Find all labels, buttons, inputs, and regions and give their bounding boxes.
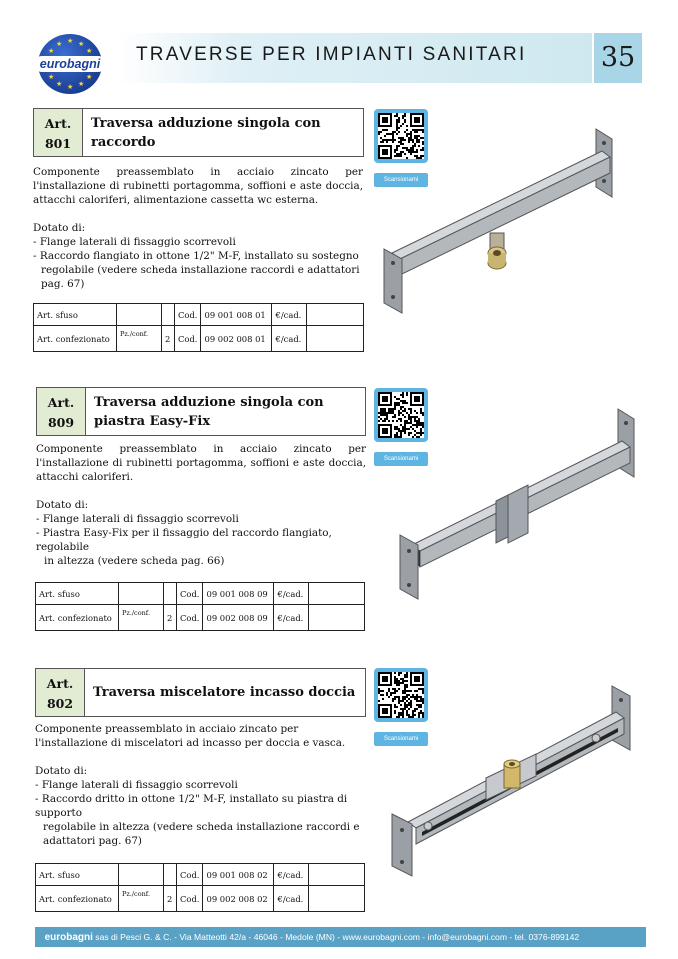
price-cell bbox=[307, 304, 364, 326]
art-number: 802 bbox=[46, 696, 74, 711]
feature-item: - Flange laterali di fissaggio scorrevoli bbox=[36, 513, 239, 525]
cod-label: Cod. bbox=[175, 326, 201, 352]
row-label: Art. confezionato bbox=[36, 605, 119, 631]
article-number-box bbox=[33, 108, 83, 157]
row-label: Art. confezionato bbox=[34, 326, 117, 352]
product-image-traverse-809 bbox=[396, 405, 640, 600]
spec-table bbox=[33, 303, 364, 352]
pz-label: Pz./conf. bbox=[119, 605, 164, 631]
article-title: Traversa adduzione singola con raccordo bbox=[83, 108, 364, 157]
page-title: TRAVERSE PER IMPIANTI SANITARI bbox=[136, 44, 527, 65]
logo-text: eurobagni bbox=[34, 56, 106, 72]
row-label: Art. confezionato bbox=[36, 886, 119, 912]
footer-brand: eurobagni bbox=[44, 932, 93, 943]
pz-label bbox=[119, 583, 164, 605]
product-image-traverse-801 bbox=[380, 125, 620, 320]
qty: 2 bbox=[164, 605, 177, 631]
unit: €/cad. bbox=[274, 605, 309, 631]
qty: 2 bbox=[162, 326, 175, 352]
pz-label: Pz./conf. bbox=[117, 326, 162, 352]
page-number: 35 bbox=[594, 33, 642, 83]
article-number-box bbox=[36, 387, 86, 436]
table-row bbox=[36, 864, 365, 886]
art-label: Art. bbox=[47, 395, 75, 410]
eurobagni-logo: ★ ★ ★ ★ ★ ★ ★ ★ ★ ★ eurobagni bbox=[38, 34, 102, 94]
row-label: Art. sfuso bbox=[36, 583, 119, 605]
unit: €/cad. bbox=[274, 886, 309, 912]
article-code: 09 002 008 02 bbox=[203, 886, 274, 912]
article-code: 09 002 008 09 bbox=[203, 605, 274, 631]
description-text: Componente preassemblato in acciaio zincato per l'installazione di rubinetti portagomma, soffioni e aste doccia, attacchi caloriferi, alimentazione cassetta wc esterna. bbox=[33, 166, 363, 206]
feature-item: regolabile (vedere scheda installazione raccordi e adattatori pag. 67) bbox=[41, 264, 360, 290]
article-description bbox=[36, 442, 366, 568]
features-title: Dotato di: bbox=[35, 765, 88, 777]
spec-table bbox=[35, 582, 365, 631]
feature-item: in altezza (vedere scheda pag. 66) bbox=[44, 555, 225, 567]
spec-table bbox=[35, 863, 365, 912]
article-description bbox=[33, 165, 363, 291]
table-row bbox=[36, 583, 365, 605]
price-cell bbox=[309, 864, 365, 886]
description-text: Componente preassemblato in acciaio zincato per l'installazione di rubinetti portagomma, soffioni e aste doccia, attacchi caloriferi. bbox=[36, 443, 366, 483]
cod-label: Cod. bbox=[177, 605, 203, 631]
article-number-box bbox=[35, 668, 85, 717]
feature-item: - Raccordo dritto in ottone 1/2" M-F, installato su piastra di supporto bbox=[35, 793, 348, 819]
qty bbox=[164, 583, 177, 605]
unit: €/cad. bbox=[274, 583, 309, 605]
scan-button[interactable]: Scansionami bbox=[374, 732, 428, 746]
article-code: 09 001 008 09 bbox=[203, 583, 274, 605]
unit: €/cad. bbox=[272, 326, 307, 352]
features-title: Dotato di: bbox=[36, 499, 89, 511]
art-label: Art. bbox=[44, 116, 72, 131]
pz-label bbox=[117, 304, 162, 326]
scan-button[interactable]: Scansionami bbox=[374, 452, 428, 466]
price-cell bbox=[309, 583, 365, 605]
feature-item: adattatori pag. 67) bbox=[43, 835, 142, 847]
art-number: 809 bbox=[47, 415, 75, 430]
feature-item: - Flange laterali di fissaggio scorrevoli bbox=[33, 236, 236, 248]
unit: €/cad. bbox=[272, 304, 307, 326]
row-label: Art. sfuso bbox=[34, 304, 117, 326]
table-row bbox=[36, 886, 365, 912]
scan-button[interactable]: Scansionami bbox=[374, 173, 428, 187]
qty: 2 bbox=[164, 886, 177, 912]
cod-label: Cod. bbox=[177, 583, 203, 605]
unit: €/cad. bbox=[274, 864, 309, 886]
feature-item: - Piastra Easy-Fix per il fissaggio del raccordo flangiato, regolabile bbox=[36, 527, 332, 553]
feature-item: regolabile in altezza (vedere scheda installazione raccordi e bbox=[43, 821, 360, 833]
description-text: Componente preassemblato in acciaio zincato per l'installazione di miscelatori ad incasso per doccia e vasca. bbox=[35, 723, 346, 749]
pz-label: Pz./conf. bbox=[119, 886, 164, 912]
footer-text: sas di Pesci G. & C. - Via Matteotti 42/a - 46046 - Medole (MN) - www.eurobagni.com - info@eurobagni.com - tel. 0376-899142 bbox=[95, 932, 580, 942]
article-code: 09 001 008 02 bbox=[203, 864, 274, 886]
feature-item: - Flange laterali di fissaggio scorrevoli bbox=[35, 779, 238, 791]
article-code: 09 001 008 01 bbox=[201, 304, 272, 326]
article-code: 09 002 008 01 bbox=[201, 326, 272, 352]
product-image-traverse-802 bbox=[388, 682, 636, 877]
price-cell bbox=[307, 326, 364, 352]
pz-label bbox=[119, 864, 164, 886]
qty bbox=[164, 864, 177, 886]
article-title: Traversa adduzione singola con piastra Easy-Fix bbox=[86, 387, 366, 436]
art-number: 801 bbox=[44, 136, 72, 151]
cod-label: Cod. bbox=[177, 864, 203, 886]
table-row bbox=[34, 304, 364, 326]
row-label: Art. sfuso bbox=[36, 864, 119, 886]
table-row bbox=[36, 605, 365, 631]
footer bbox=[35, 927, 646, 947]
article-title: Traversa miscelatore incasso doccia bbox=[85, 668, 366, 717]
price-cell bbox=[309, 886, 365, 912]
cod-label: Cod. bbox=[177, 886, 203, 912]
cod-label: Cod. bbox=[175, 304, 201, 326]
qty bbox=[162, 304, 175, 326]
table-row bbox=[34, 326, 364, 352]
art-label: Art. bbox=[46, 676, 74, 691]
price-cell bbox=[309, 605, 365, 631]
features-title: Dotato di: bbox=[33, 222, 86, 234]
article-description bbox=[35, 722, 365, 848]
feature-item: - Raccordo flangiato in ottone 1/2" M-F, installato su sostegno bbox=[33, 250, 359, 262]
